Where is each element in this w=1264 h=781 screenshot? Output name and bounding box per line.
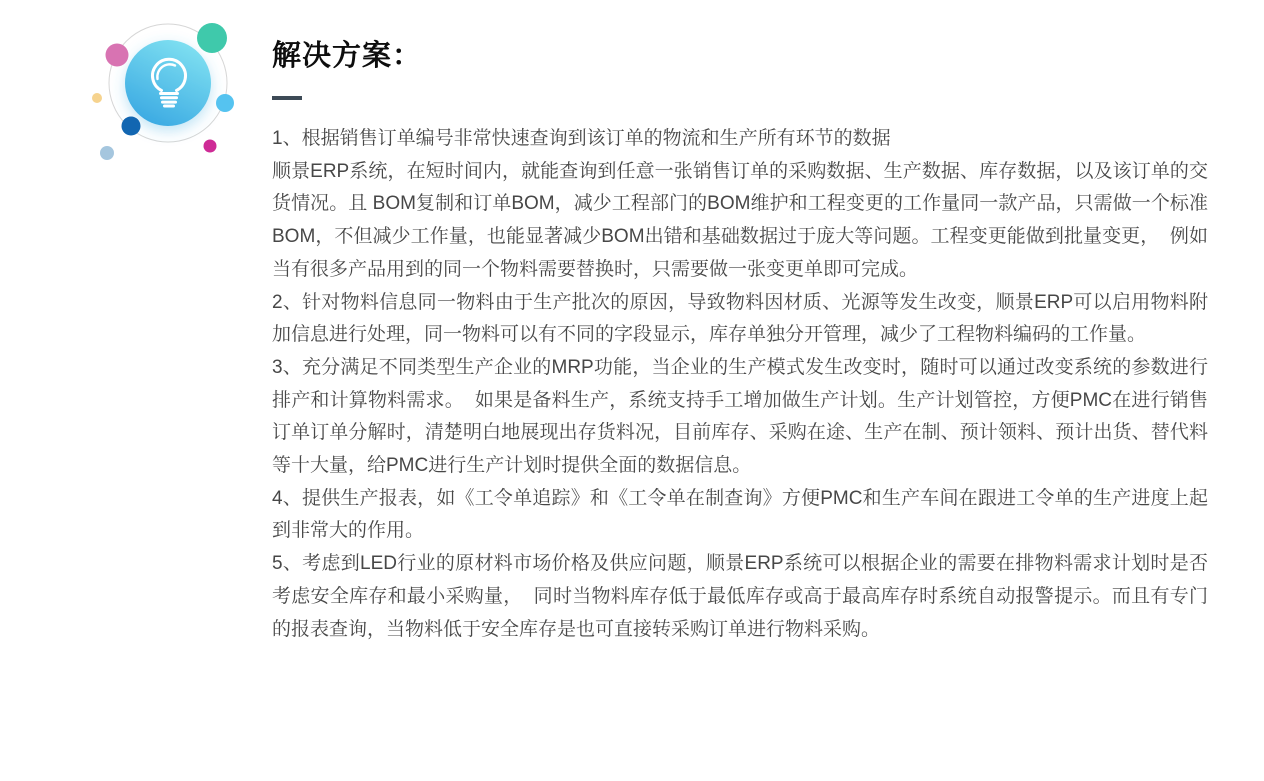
decor-dot-magenta-icon	[204, 140, 217, 153]
paragraph-1-heading: 1、根据销售订单编号非常快速查询到该订单的物流和生产所有环节的数据	[272, 128, 891, 149]
decor-dot-skyblue-icon	[216, 94, 234, 112]
paragraph-2: 2、针对物料信息同一物料由于生产批次的原因，导致物料因材质、光源等发生改变，顺景ERP可以启用物料附加信息进行处理，同一物料可以有不同的字段显示，库存单独分开管理，减少了工程物料编码的工作量。	[272, 291, 1208, 346]
decor-dot-blue-icon	[122, 117, 141, 136]
paragraph-1-detail: 顺景ERP系统，在短时间内，就能查询到任意一张销售订单的采购数据、生产数据、库存数据，以及该订单的交货情况。且 BOM复制和订单BOM，减少工程部门的BOM维护和工程变更的工作量同一款产品，只需做一个标准BOM，不但减少工作量，也能显著减少BOM出错和基础数据过于庞大等问题。工程变更能做到批量变更， 例如当有很多产品用到的同一个物料需要替换时，只需要做一张变更单即可完成。	[272, 160, 1208, 280]
paragraph-5: 5、考虑到LED行业的原材料市场价格及供应问题，顺景ERP系统可以根据企业的需要在排物料需求计划时是否考虑安全库存和最小采购量， 同时当物料库存低于最低库存或高于最高库存时系统自动报警提示。而且有专门的报表查询，当物料低于安全库存是也可直接转采购订单进行物料采购。	[272, 553, 1208, 640]
lightbulb-icon-cluster	[78, 4, 250, 180]
solution-section	[272, 38, 1208, 646]
paragraph-3: 3、充分满足不同类型生产企业的MRP功能，当企业的生产模式发生改变时，随时可以通过改变系统的参数进行排产和计算物料需求。 如果是备料生产，系统支持手工增加做生产计划。生产计划管控，方便PMC在进行销售订单订单分解时，清楚明白地展现出存货料况，目前库存、采购在途、生产在制、预计领料、预计出货、替代料等十大量，给PMC进行生产计划时提供全面的数据信息。	[272, 356, 1208, 477]
paragraph-4: 4、提供生产报表，如《工令单追踪》和《工令单在制查询》方便PMC和生产车间在跟进工令单的生产进度上起到非常大的作用。	[272, 487, 1208, 542]
lightbulb-icon	[78, 4, 250, 180]
decor-dot-yellow-icon	[92, 93, 102, 103]
accent-dash	[272, 96, 302, 100]
decor-dot-pink-icon	[106, 44, 129, 67]
decor-dot-teal-icon	[197, 23, 227, 53]
icon-circle	[125, 40, 211, 126]
decor-dot-lightblue-icon	[100, 146, 114, 160]
page-title: 解决方案：	[272, 40, 423, 72]
solution-body	[272, 123, 1208, 646]
